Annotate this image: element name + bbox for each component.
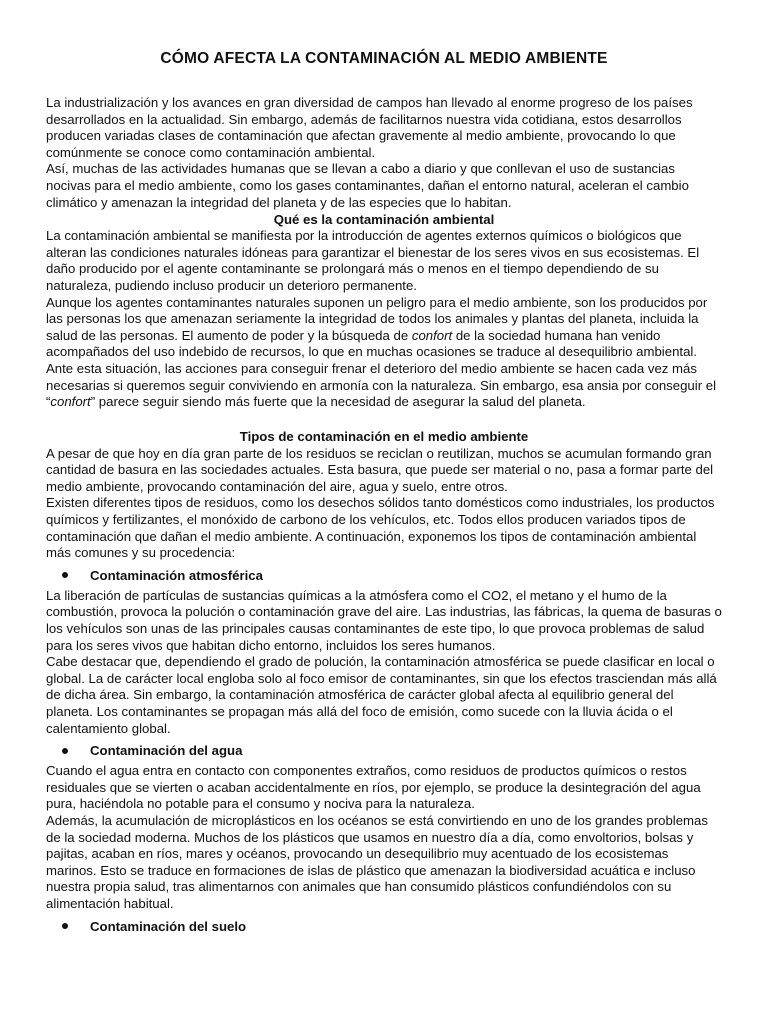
text-run: ” parece seguir siendo más fuerte que la necesidad de asegurar la salud del planeta. bbox=[90, 394, 586, 410]
bullet-heading-atmosferica: Contaminación atmosférica bbox=[90, 567, 263, 583]
section-que-es bbox=[46, 211, 722, 411]
intro-paragraph-2: Así, muchas de las actividades humanas que se llevan a cabo a diario y que conllevan el uso de sustancias nocivas para el medio ambiente, como los gases contaminantes, dañan el entorno natural, aceleran el cambio climático y amenazan la integridad del planeta y de las especies que lo habitan. bbox=[46, 161, 689, 210]
atmosferica-paragraph-2: Cabe destacar que, dependiendo el grado de polución, la contaminación atmosférica se puede clasificar en local o global. La de carácter local engloba solo al foco emisor de contaminantes, sin que los efectos trasciendan más allá de dicha área. Sin embargo, la contaminación atmosférica de carácter global afecta al equilibrio general del planeta. Los contaminantes se propagan más allá del foco de emisión, como sucede con la lluvia ácida o el calentamiento global. bbox=[46, 654, 717, 736]
atmosferica-paragraph-1: La liberación de partículas de sustancias químicas a la atmósfera como el CO2, el metano y el humo de la combustión, provoca la polución o contaminación grave del aire. Las industrias, las fábricas, la quema de basuras o los vehículos son unas de las principales causas contaminantes de este tipo, lo que provoca problemas de salud para los seres vivos que habitan dicho entorno, incluidos los seres humanos. bbox=[46, 587, 722, 653]
que-es-paragraph-1: La contaminación ambiental se manifiesta por la introducción de agentes externos químicos o biológicos que alteran las condiciones naturales idóneas para garantizar el bienestar de los seres vivos en sus ecosistemas. El daño producido por el agente contaminante se prolongará más o menos en el tiempo dependiendo de su naturaleza, pudiendo incluso producir un deterioro permanente. bbox=[46, 228, 700, 293]
tipos-paragraph-1: A pesar de que hoy en día gran parte de los residuos se reciclan o reutilizan, muchos se acumulan formando gran cantidad de basura en las sociedades actuales. Esta basura, que puede ser material o no, pasa a formar parte del medio ambiente, provocando contaminación del aire, agua y suelo, entre otros. bbox=[46, 445, 714, 494]
agua-paragraph-2: Además, la acumulación de microplásticos en los océanos se está convirtiendo en uno de los grandes problemas de la sociedad moderna. Muchos de los plásticos que usamos en nuestro día a día, como envoltorios, bolsas y pajitas, acaban en ríos, mares y océanos, provocando un desequilibrio muy acentuado de los ecosistemas marinos. Esto se traduce en formaciones de islas de plástico que amenazan la biodiversidad acuática e incluso nuestra propia salud, tras alimentarnos con animales que han consumido plásticos confundiéndolos con su alimentación habitual. bbox=[46, 812, 708, 911]
bullet-heading-suelo: Contaminación del suelo bbox=[90, 918, 247, 934]
bullet-item-suelo bbox=[62, 918, 722, 935]
text-run: Aunque los agentes contaminantes naturales suponen un peligro para el medio ambiente, son los producidos por las personas los que amenazan seriamente la integridad de todos los animales y plantas del planeta, incluida la salud de las personas. El aumento de poder y la búsqueda de bbox=[46, 294, 708, 343]
section-heading-que-es: Qué es la contaminación ambiental bbox=[273, 212, 495, 228]
agua-paragraph-1: Cuando el agua entra en contacto con componentes extraños, como residuos de productos químicos o restos residuales que se vierten o acaban accidentalmente en ríos, por ejemplo, se produce la desintegración del agua pura, haciéndola no potable para el consumo y nociva para la naturaleza. bbox=[46, 763, 701, 812]
que-es-paragraph-2 bbox=[46, 295, 722, 361]
emphasis-confort: confort bbox=[411, 327, 453, 343]
section-heading-tipos: Tipos de contaminación en el medio ambiente bbox=[239, 428, 529, 444]
bullet-item-atmosferica bbox=[62, 567, 722, 584]
bullet-dot-icon bbox=[62, 572, 68, 578]
tipos-paragraph-2: Existen diferentes tipos de residuos, como los desechos sólidos tanto domésticos como industriales, los productos químicos y fertilizantes, el monóxido de carbono de los vehículos, etc. Todos ellos producen variados tipos de contaminación que dañan el medio ambiente. A continuación, exponemos los tipos de contaminación ambiental más comunes y su procedencia: bbox=[46, 495, 715, 561]
section-suelo bbox=[46, 918, 722, 935]
section-agua bbox=[46, 742, 722, 912]
bullet-dot-icon bbox=[62, 748, 68, 754]
section-tipos bbox=[46, 428, 722, 562]
intro-paragraph-1: La industrialización y los avances en gran diversidad de campos han llevado al enorme progreso de los países desarrollados en la actualidad. Sin embargo, además de facilitarnos nuestra vida cotidiana, estos desarrollos producen variadas clases de contaminación que afectan gravemente al medio ambiente, provocando lo que comúnmente se conoce como contaminación ambiental. bbox=[46, 95, 693, 160]
bullet-heading-agua: Contaminación del agua bbox=[90, 743, 243, 759]
text-run: de la sociedad humana han venido acompañados del uso indebido de recursos, lo que en muchas ocasiones se traduce al desequilibrio ambiental. bbox=[46, 327, 697, 360]
intro-section bbox=[46, 95, 722, 211]
que-es-paragraph-3 bbox=[46, 361, 722, 411]
emphasis-confort: confort bbox=[50, 394, 91, 410]
bullet-dot-icon bbox=[62, 923, 68, 929]
section-atmosferica bbox=[46, 567, 722, 737]
bullet-item-agua bbox=[62, 742, 722, 759]
document-title: CÓMO AFECTA LA CONTAMINACIÓN AL MEDIO AMBIENTE bbox=[160, 50, 608, 67]
text-run: Ante esta situación, las acciones para conseguir frenar el deterioro del medio ambiente se hacen cada vez más necesarias si queremos seguir conviviendo en armonía con la naturaleza. Sin embargo, esa ansia por conseguir el “ bbox=[46, 360, 717, 410]
